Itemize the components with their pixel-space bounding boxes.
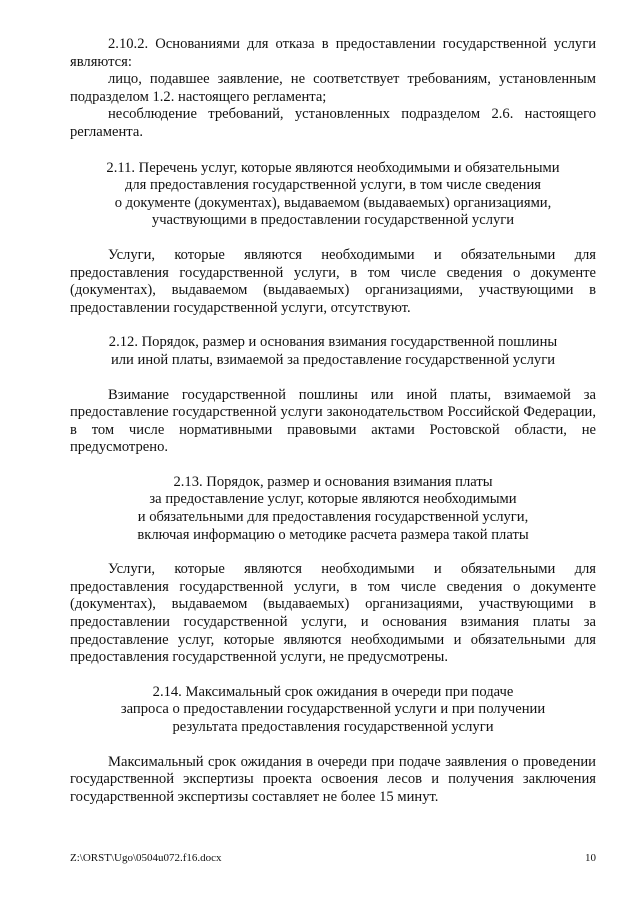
heading-2-11 [70, 160, 596, 230]
heading-2-13 [70, 474, 596, 544]
paragraph-2-12-body: Взимание государственной пошлины или иной платы, взимаемой за предоставление государственной услуги законодательством Российской Федерации, в том числе нормативными правовыми актами Ростовской области, не предусмотрено. [70, 386, 596, 456]
heading-line: 2.13. Порядок, размер и основания взимания платы [173, 473, 493, 490]
heading-line: о документе (документах), выдаваемом (выдаваемых) организациями, [114, 194, 552, 211]
heading-2-14 [70, 684, 596, 737]
heading-line: 2.12. Порядок, размер и основания взимания государственной пошлины [108, 334, 558, 351]
footer-file-path: Z:\ORST\Ugo\0504u072.f16.docx [70, 852, 222, 864]
heading-line: результата предоставления государственной услуги [172, 719, 494, 735]
heading-line: или иной платы, взимаемой за предоставление государственной услуги [110, 351, 556, 368]
paragraph-2-13-body: Услуги, которые являются необходимыми и обязательными для предоставления государственной услуги, в том числе сведения о документе (документах), выдаваемом (выдаваемых) организациями, участвующими в предоставлении государственной услуги, и основания взимания платы за предоставление услуг, которые являются необходимыми и обязательными для предоставления государственной услуги, не предусмотрены. [70, 561, 596, 666]
heading-line: 2.14. Максимальный срок ожидания в очереди при подаче [152, 683, 514, 700]
heading-line: запроса о предоставлении государственной услуги и при получении [120, 701, 546, 718]
heading-line: участвующими в предоставлении государственной услуги [151, 212, 515, 229]
paragraph-2-11-body: Услуги, которые являются необходимыми и обязательными для предоставления государственной услуги, в том числе сведения о документе (документах), выдаваемом (выдаваемых) организациями, участвующими в предоставлении государственной услуги, отсутствуют. [70, 246, 596, 316]
paragraph-refusal-ground-1: лицо, подавшее заявление, не соответствует требованиям, установленным подразделом 1.2. настоящего регламента; [70, 71, 596, 105]
paragraph-2-10-2: 2.10.2. Основаниями для отказа в предоставлении государственной услуги являются: [70, 36, 596, 70]
heading-2-12 [70, 334, 596, 369]
heading-line: за предоставление услуг, которые являются необходимыми [149, 491, 517, 508]
paragraph-2-14-body: Максимальный срок ожидания в очереди при подаче заявления о проведении государственной экспертизы проекта освоения лесов и получения заключения государственной экспертизы составляет не более 15 минут. [70, 753, 596, 805]
paragraph-refusal-ground-2: несоблюдение требований, установленных подразделом 2.6. настоящего регламента. [70, 106, 596, 140]
heading-line: включая информацию о методике расчета размера такой платы [137, 526, 529, 543]
heading-line: 2.11. Перечень услуг, которые являются необходимыми и обязательными [106, 159, 560, 176]
heading-line: для предоставления государственной услуги, в том числе сведения [124, 177, 542, 194]
heading-line: и обязательными для предоставления государственной услуги, [137, 509, 529, 526]
page-footer [70, 852, 596, 865]
page-number: 10 [585, 852, 596, 864]
document-page [70, 36, 596, 806]
